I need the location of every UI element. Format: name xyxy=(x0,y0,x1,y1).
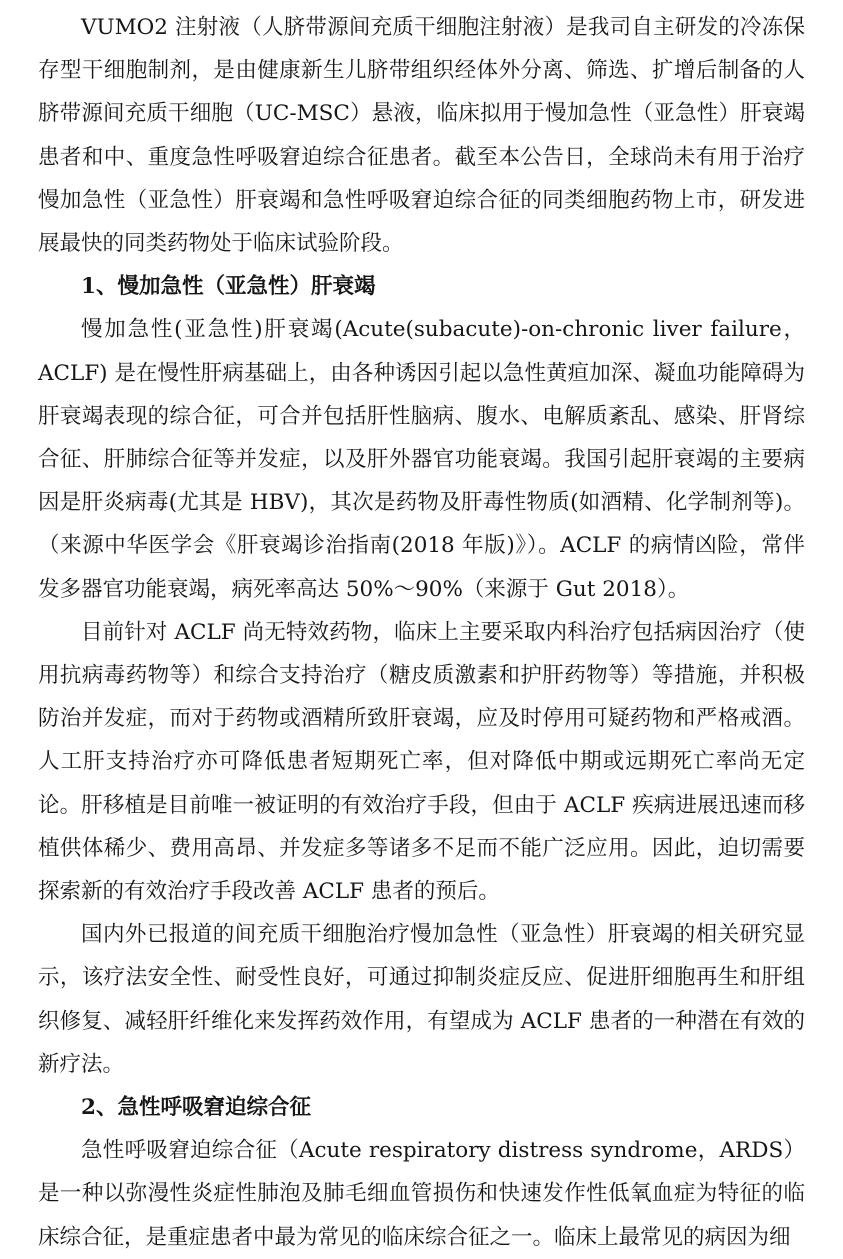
body-paragraph: 国内外已报道的间充质干细胞治疗慢加急性（亚急性）肝衰竭的相关研究显示，该疗法安全性、耐受性良好，可通过抑制炎症反应、促进肝细胞再生和肝组织修复、减轻肝纤维化来发挥药效作用，有望成为 ACLF 患者的一种潜在有效的新疗法。 xyxy=(38,922,805,1077)
body-paragraph: 目前针对 ACLF 尚无特效药物，临床上主要采取内科治疗包括病因治疗（使用抗病毒药物等）和综合支持治疗（糖皮质激素和护肝药物等）等措施，并积极防治并发症，而对于药物或酒精所致肝衰竭，应及时停用可疑药物和严格戒酒。人工肝支持治疗亦可降低患者短期死亡率，但对降低中期或远期死亡率尚无定论。肝移植是目前唯一被证明的有效治疗手段，但由于 ACLF 疾病进展迅速而移植供体稀少、费用高昂、并发症多等诸多不足而不能广泛应用。因此，迫切需要探索新的有效治疗手段改善 ACLF 患者的预后。 xyxy=(38,619,805,905)
body-paragraph: 急性呼吸窘迫综合征（Acute respiratory distress syndrome，ARDS）是一种以弥漫性炎症性肺泡及肺毛细血管损伤和快速发作性低氧血症为特征的临床综合征，是重症患者中最为常见的临床综合征之一。临床上最常见的病因为细 xyxy=(38,1138,805,1250)
section-heading: 1、慢加急性（亚急性）肝衰竭 xyxy=(81,274,376,300)
body-paragraph: 慢加急性(亚急性)肝衰竭(Acute(subacute)-on-chronic liver failure，ACLF) 是在慢性肝病基础上，由各种诱因引起以急性黄疸加深、凝血功能障碍为肝衰竭表现的综合征，可合并包括肝性脑病、腹水、电解质紊乱、感染、肝肾综合征、肝肺综合征等并发症，以及肝外器官功能衰竭。我国引起肝衰竭的主要病因是肝炎病毒(尤其是 HBV)，其次是药物及肝毒性物质(如酒精、化学制剂等)。（来源中华医学会《肝衰竭诊治指南(2018 年版)》）。ACLF 的病情凶险，常伴发多器官功能衰竭，病死率高达 50%～90%（来源于 Gut 2018）。 xyxy=(38,317,805,602)
document-body xyxy=(38,6,805,1259)
body-paragraph: VUMO2 注射液（人脐带源间充质干细胞注射液）是我司自主研发的冷冻保存型干细胞制剂，是由健康新生儿脐带组织经体外分离、筛选、扩增后制备的人脐带源间充质干细胞（UC-MSC）悬液，临床拟用于慢加急性（亚急性）肝衰竭患者和中、重度急性呼吸窘迫综合征患者。截至本公告日，全球尚未有用于治疗慢加急性（亚急性）肝衰竭和急性呼吸窘迫综合征的同类细胞药物上市，研发进展最快的同类药物处于临床试验阶段。 xyxy=(38,15,805,257)
section-heading: 2、急性呼吸窘迫综合征 xyxy=(81,1095,311,1121)
